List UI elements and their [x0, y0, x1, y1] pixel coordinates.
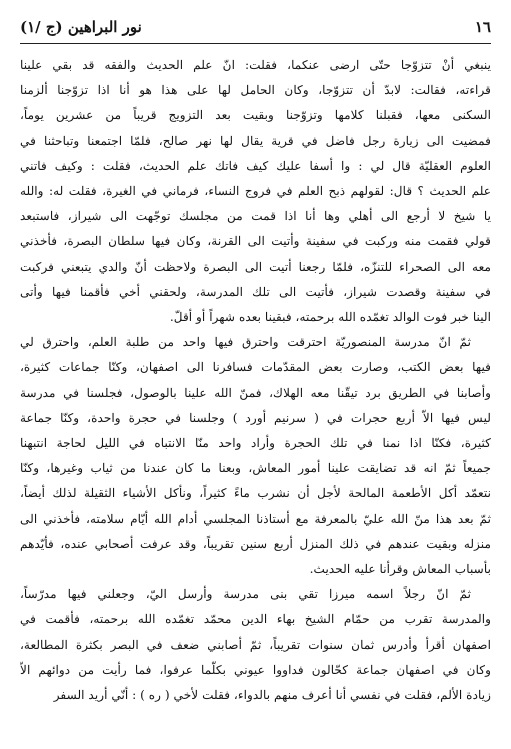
text-line: علم الحديث ؟ قال: لقولهم ذبح العلم في فروج النساء، فرماني في الغيرة، فقلت له: والله: [20, 184, 491, 199]
text-line: كثيرة، فكنّا اذا نمنا في تلك الحجرة وأراد واحد منّا الانتباه في الليل لحاجة انتبهنا: [20, 436, 491, 451]
text-line: وكان في اصفهان جماعة كحّالون فداووا عيوني بكلّما عرفوا، فما رأيت من دوائهم الاّ: [20, 662, 491, 677]
header-rule: [20, 43, 491, 44]
text-line: قراءته، فقالت: لابدّ أن تتزوّجا، وكان الحامل لها على هذا هو أنا اذا تزوّجنا ألزمنا: [20, 83, 491, 98]
text-line: فيها بعض الكتب، وصارت بعض المقدّمات فسافرنا الى اصفهان، وكنّا جماعات كثيرة،: [20, 360, 491, 375]
text-line: زيادة الألم، فقلت في نفسي أنا أعرف منهم بالدواء، فقلت لأخي ( ره ) : أنّي أريد السفر: [53, 688, 491, 703]
text-line: ينبغي أنْ تتزوّجا حتّى ارضى عنكما، فقلت: انّ علم الحديث والفقه قد بقي علينا: [20, 58, 491, 72]
text-line: وأصابنا في الطريق برد تيقّنا معه الهلاك، فمنّ الله علينا بالوصول، فجلسنا في مدرسة: [20, 385, 491, 400]
text-line: معه الى الصحراء للتنزّه، فلمّا رجعنا أتيت الى البصرة ولاحظت أنّ والدي يتبعني فركبت: [20, 259, 491, 274]
text-line: بأسباب المعاش وقرأنا عليه الحديث.: [309, 562, 491, 577]
paragraph-2: [20, 330, 491, 582]
text-line: ثمّ انّ رجلاً اسمه ميرزا تقي بنى مدرسة وأرسل اليّ، وجعلني فيها مدرّساً،: [20, 587, 471, 602]
paragraph-3: [20, 582, 491, 708]
text-line: الينا خبر فوت الوالد تغمّده الله برحمته، فبقينا بعده شهراً أو أقلّ.: [169, 310, 491, 325]
page-number: ١٦: [474, 18, 491, 36]
page-header: [20, 14, 491, 40]
text-line: ثمّ انّ مدرسة المنصوريّة احترقت واحترق فيها واحد من طلبة العلم، واحترق لي: [20, 335, 471, 350]
text-line: والمدرسة تقرب من حمّام الشيخ بهاء الدين محمّد تغمّده الله برحمته، فأقمت في: [20, 612, 491, 627]
paragraph-1: [20, 53, 491, 330]
text-line: اصفهان أقرأ وأدرس ثمان سنوات تقريباً، ثمّ أصابني ضعف في البصر بكثرة المطالعة،: [20, 637, 491, 652]
text-line: في سفينة وقصدت شيراز، فأتيت الى تلك المدرسة، ولحقني أخي فأقمنا فيها وأتى: [20, 284, 491, 299]
text-line: فمضيت الى زيارة رجل فاضل في قرية يقال لها نهر صالح، فلمّا اجتمعنا وتباحثنا في: [20, 133, 491, 148]
text-line: جميعاً ثمّ انه قد تضايقت علينا أمور المعاش، وبعنا ما كان عندنا من ثياب وغيرها، وكنّا: [20, 461, 491, 476]
text-line: العلوم العقليّة قال لي : وا أسفا عليك كيف فاتك علم الحديث، فقلت : وكيف فاتني: [20, 158, 491, 173]
text-line: قولي فقمت منه وركبت في سفينة وأتيت الى القرنة، وكان فيها سلطان البصرة، فأخذني: [20, 234, 491, 249]
text-line: ليس فيها الاّ أربع حجرات في ( سرنيم أورد ) وجلسنا في حجرة واحدة، وكنّا جماعة: [20, 410, 491, 425]
running-title: نور البراهين (ج /١): [20, 18, 142, 36]
text-line: السكنى معها، فقبلنا كلامها وتزوّجنا وبقيت بعد التزويج قريباً من عشرين يوماً،: [20, 108, 491, 123]
page-body: [20, 53, 491, 708]
text-line: منزله وبقيت عندهم في ذلك المنزل أربع سنين تقريباً، وقد عرفت أصحابي عنده، فأيّدهم: [20, 536, 491, 551]
text-line: ثمّ بعد هذا منّ الله عليّ بالمعرفة مع أستاذنا المجلسي أدام الله أيّام سلامته، فأخذني الى: [20, 511, 491, 526]
text-line: نتعمّد أكل الأطعمة المالحة لأجل أن نشرب ماءً كثيراً، ونأكل الأشياء الثقيلة لذلك أيضاً،: [20, 486, 491, 501]
text-line: يا شيخ لا أرجع الى أهلي وها أنا اذا قمت من مجلسك توجّهت الى شيراز، فاستبعد: [20, 209, 491, 224]
